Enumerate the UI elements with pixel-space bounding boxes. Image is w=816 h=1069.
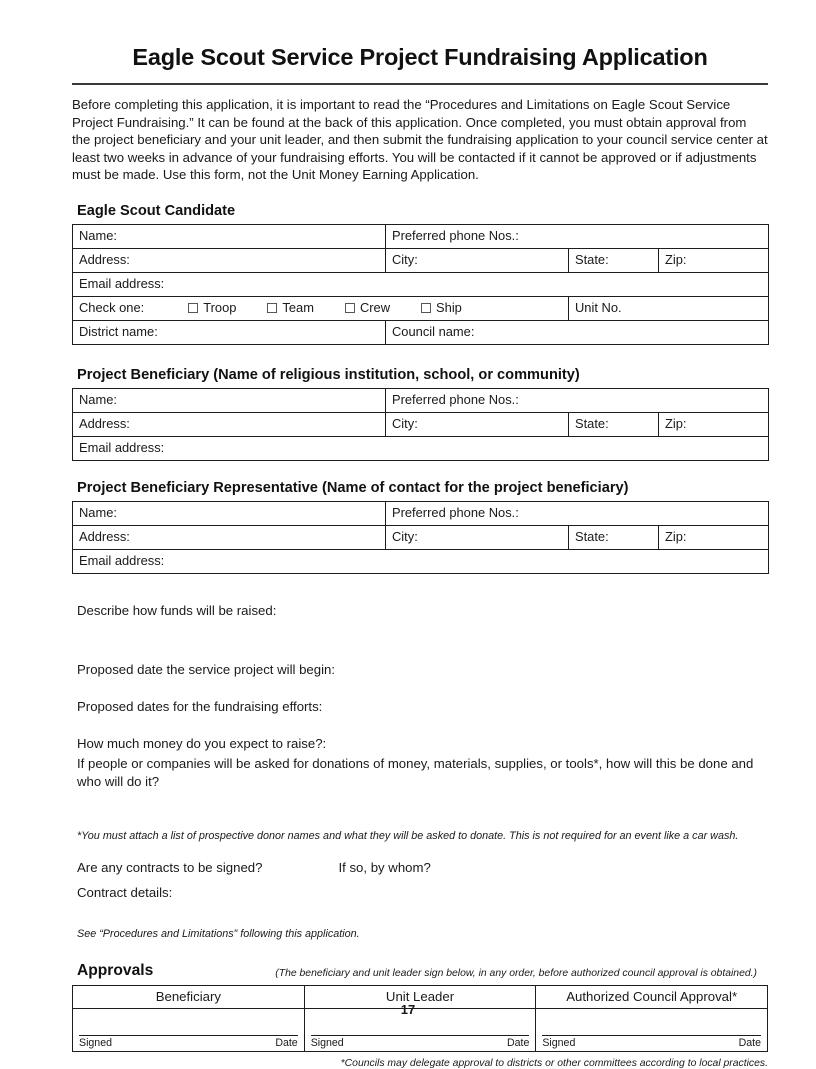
date-label: Date — [506, 1036, 530, 1049]
signed-label: Signed — [79, 1036, 112, 1049]
checkbox-label-crew: Crew — [359, 300, 391, 316]
rep-city-cell[interactable]: City: — [386, 525, 569, 549]
signature-labels — [79, 1036, 298, 1051]
candidate-email-cell[interactable]: Email address: — [73, 272, 769, 296]
table-row — [73, 412, 769, 436]
candidate-name-cell[interactable]: Name: — [73, 224, 386, 248]
page-content — [72, 0, 768, 1069]
approvals-header-row — [72, 962, 768, 980]
table-row — [73, 436, 769, 460]
answer-space-fundraising-dates[interactable] — [77, 716, 768, 735]
check-one-row — [79, 300, 568, 315]
beneficiary-phone-cell[interactable]: Preferred phone Nos.: — [386, 388, 769, 412]
candidate-council-cell[interactable]: Council name: — [386, 320, 769, 344]
table-row — [73, 296, 769, 320]
approvals-col-unit-leader: Unit Leader — [304, 985, 536, 1008]
candidate-district-cell[interactable]: District name: — [73, 320, 386, 344]
donor-footnote: *You must attach a list of prospective donor names and what they will be asked to donate. This is not required for an event like a car wash. — [77, 829, 739, 842]
question-expected-amount: How much money do you expect to raise?: — [77, 735, 327, 751]
intro-paragraph: Before completing this application, it is important to read the “Procedures and Limitations on Eagle Scout Service Project Fundraising.” It can be found at the back of this application. Once completed, you must obtain approval from the project beneficiary and your unit leader, and then submit the fundraising application to your council service center at least two weeks in advance of your fundraising efforts. You will be contacted if it cannot be approved or if adjustments must be made. Use this form, not the Unit Money Earning Application. — [72, 97, 768, 183]
signed-label: Signed — [310, 1036, 344, 1049]
checkbox-option-crew[interactable] — [345, 300, 390, 315]
question-proposed-begin-date: Proposed date the service project will begin: — [77, 661, 336, 677]
signature-labels — [542, 1036, 761, 1051]
questions-section — [72, 602, 768, 941]
page-number: 17 — [400, 1002, 416, 1017]
table-row — [73, 272, 769, 296]
signed-label: Signed — [542, 1036, 576, 1049]
table-row — [73, 525, 769, 549]
answer-space-donations[interactable] — [77, 791, 768, 829]
beneficiary-rep-heading: Project Beneficiary Representative (Name of contact for the project beneficiary) — [77, 479, 629, 496]
checkbox-label-team: Team — [282, 300, 314, 316]
beneficiary-city-cell[interactable]: City: — [386, 412, 569, 436]
procedures-note: See “Procedures and Limitations” following this application. — [77, 927, 360, 940]
answer-space-begin-date[interactable] — [77, 679, 768, 698]
candidate-phone-cell[interactable]: Preferred phone Nos.: — [386, 224, 769, 248]
question-contracts-signed: Are any contracts to be signed? — [77, 859, 263, 875]
candidate-address-cell[interactable]: Address: — [73, 248, 386, 272]
question-describe-funds: Describe how funds will be raised: — [77, 602, 277, 618]
checkbox-icon[interactable] — [345, 303, 355, 313]
table-row — [73, 248, 769, 272]
rep-zip-cell[interactable]: Zip: — [659, 525, 769, 549]
candidate-table — [72, 224, 769, 345]
question-contract-details: Contract details: — [77, 884, 173, 900]
date-label: Date — [738, 1036, 761, 1049]
checkbox-option-troop[interactable] — [188, 300, 236, 315]
checkbox-icon[interactable] — [188, 303, 198, 313]
table-row — [73, 501, 769, 525]
answer-space-contract-details[interactable] — [77, 902, 768, 927]
date-label: Date — [275, 1036, 298, 1049]
table-row — [73, 549, 769, 573]
title-divider — [72, 83, 768, 85]
checkbox-option-ship[interactable] — [421, 300, 462, 315]
rep-name-cell[interactable]: Name: — [73, 501, 386, 525]
table-row — [73, 388, 769, 412]
question-contracts-by-whom: If so, by whom? — [338, 859, 431, 875]
checkbox-icon[interactable] — [267, 303, 277, 313]
beneficiary-email-cell[interactable]: Email address: — [73, 436, 769, 460]
approvals-title: Approvals — [77, 961, 154, 979]
approvals-footnote: *Councils may delegate approval to districts or other committees according to local practices. — [340, 1057, 768, 1069]
question-donations: If people or companies will be asked for donations of money, materials, supplies, or tools*, how will this be done and who will do it? — [77, 755, 754, 789]
candidate-unit-no-cell[interactable]: Unit No. — [569, 296, 769, 320]
signature-labels — [311, 1036, 530, 1051]
beneficiary-table — [72, 388, 769, 461]
rep-phone-cell[interactable]: Preferred phone Nos.: — [386, 501, 769, 525]
question-proposed-fundraising-dates: Proposed dates for the fundraising efforts: — [77, 698, 323, 714]
approvals-col-council: Authorized Council Approval* — [536, 985, 768, 1008]
answer-space-describe-funds[interactable] — [77, 620, 768, 661]
checkbox-icon[interactable] — [421, 303, 431, 313]
answer-space-contracts[interactable] — [77, 877, 768, 884]
spacer — [77, 843, 768, 859]
approvals-note: (The beneficiary and unit leader sign below, in any order, before authorized council approval is obtained.) — [275, 967, 757, 979]
page-title: Eagle Scout Service Project Fundraising Application — [132, 44, 708, 70]
beneficiary-rep-table — [72, 501, 769, 574]
checkbox-option-team[interactable] — [267, 300, 314, 315]
approvals-table — [72, 985, 768, 1052]
contracts-row — [77, 859, 768, 877]
beneficiary-state-cell[interactable]: State: — [569, 412, 659, 436]
beneficiary-address-cell[interactable]: Address: — [73, 412, 386, 436]
table-row — [73, 320, 769, 344]
beneficiary-zip-cell[interactable]: Zip: — [659, 412, 769, 436]
rep-email-cell[interactable]: Email address: — [73, 549, 769, 573]
approvals-col-beneficiary: Beneficiary — [73, 985, 305, 1008]
rep-address-cell[interactable]: Address: — [73, 525, 386, 549]
beneficiary-rep-section — [72, 480, 768, 574]
candidate-state-cell[interactable]: State: — [569, 248, 659, 272]
candidate-city-cell[interactable]: City: — [386, 248, 569, 272]
candidate-section — [72, 203, 768, 345]
table-row — [73, 224, 769, 248]
rep-state-cell[interactable]: State: — [569, 525, 659, 549]
checkbox-label-ship: Ship — [436, 300, 462, 316]
check-one-label: Check one: — [79, 300, 145, 316]
beneficiary-section — [72, 367, 768, 461]
candidate-unit-type-cell — [73, 296, 569, 320]
candidate-heading: Eagle Scout Candidate — [77, 202, 236, 219]
checkbox-label-troop: Troop — [203, 300, 237, 316]
beneficiary-name-cell[interactable]: Name: — [73, 388, 386, 412]
candidate-zip-cell[interactable]: Zip: — [659, 248, 769, 272]
beneficiary-heading: Project Beneficiary (Name of religious institution, school, or community) — [77, 366, 580, 383]
